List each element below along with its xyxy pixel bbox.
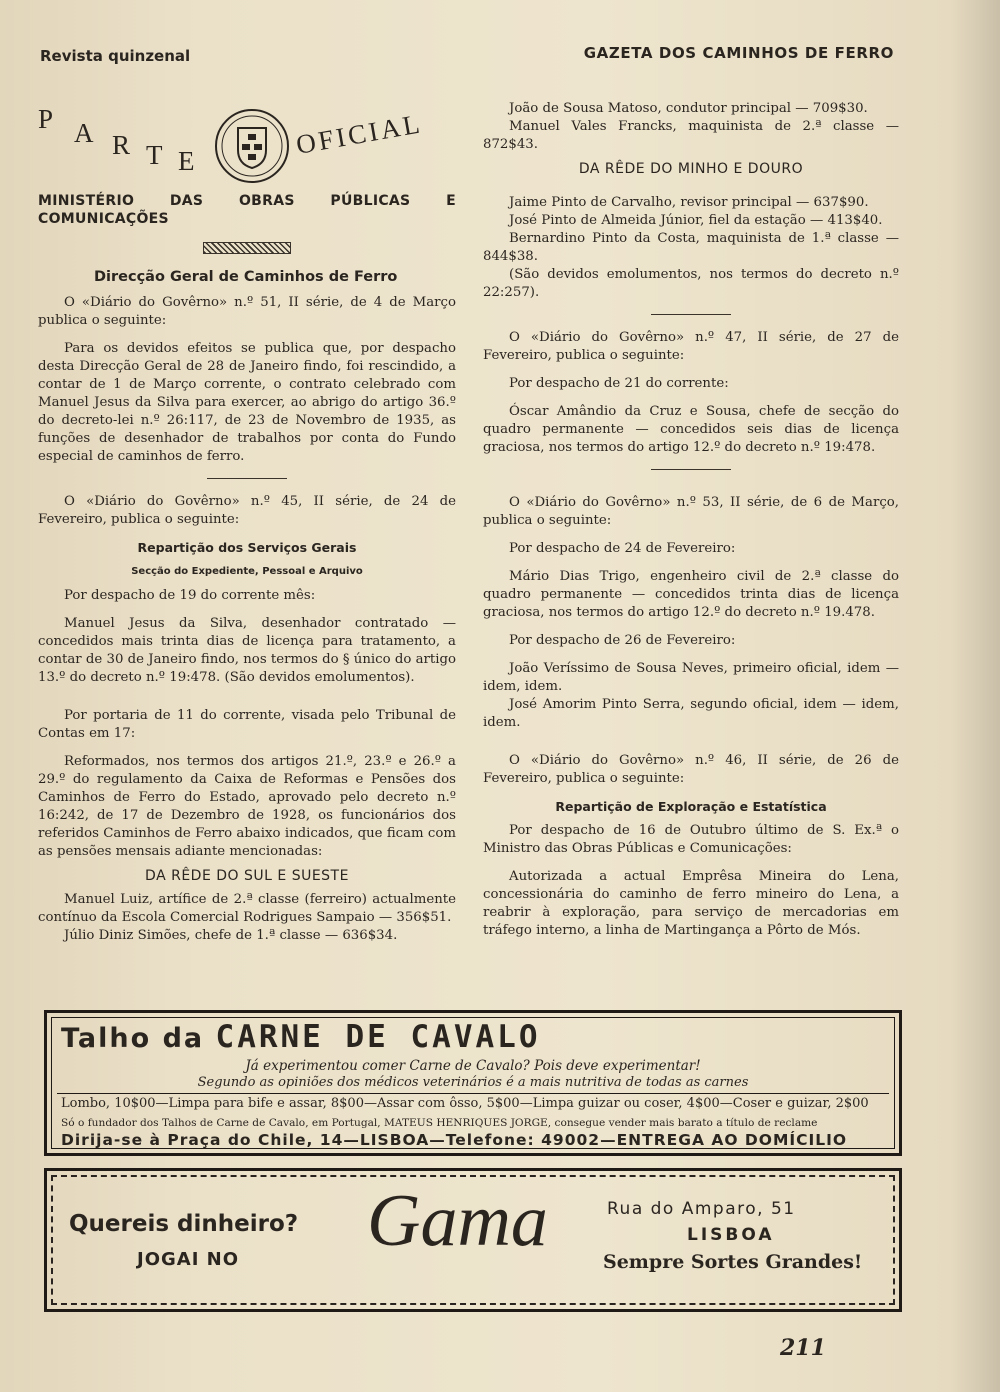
title-word-oficial: OFICIAL [293,108,425,160]
paragraph: José Amorim Pinto Serra, segundo oficial, idem — idem, idem. [483,697,899,730]
section-heading: Repartição de Exploração e Estatística [555,799,827,814]
paragraph: Por despacho de 26 de Fevereiro: [509,633,736,648]
paragraph: Mário Dias Trigo, engenheiro civil de 2.ª classe do quadro permanente — concedidos trinta dias de licença graciosa, nos termos do artigo 12.º do decreto n.º 19.478. [483,569,899,620]
paragraph: Por despacho de 21 do corrente: [509,376,729,391]
pension-entry: Manuel Luiz, artífice de 2.ª classe (ferreiro) actualmente contínuo da Escola Comercial Rodrigues Sampaio — 356$51. [38,892,456,925]
advertisement-horse-meat [44,1010,902,1156]
advertisement-gama [44,1168,902,1312]
paragraph: Por despacho de 24 de Fevereiro: [509,541,736,556]
ad-tagline: Já experimentou comer Carne de Cavalo? Pois deve experimentar! [245,1058,701,1074]
paragraph: Autorizada a actual Emprêsa Mineira do Lena, concessionária do caminho de ferro mineiro do Lena, a reabrir à exploração, para serviço de mercadorias em tráfego interno, a linha de Martingança a Pôrto de Mós. [483,869,899,938]
paragraph: Por despacho de 16 de Outubro último de S. Ex.ª o Ministro das Obras Públicas e Comunicações: [483,823,899,856]
page-number: 211 [780,1335,826,1361]
title-letter: A [74,118,96,148]
section-heading: Repartição dos Serviços Gerais [137,540,357,555]
ad-city: LISBOA [687,1225,775,1245]
gama-logo: Gama [367,1180,548,1262]
paragraph: Por portaria de 11 do corrente, visada pelo Tribunal de Contas em 17: [38,708,456,741]
left-column [38,100,456,945]
pension-entry: João de Sousa Matoso, condutor principal — 709$30. [509,101,868,116]
title-letter: P [38,104,56,134]
pension-entry: Manuel Vales Francks, maquinista de 2.ª classe — 872$43. [483,119,899,152]
pension-entry: Jaime Pinto de Carvalho, revisor principal — 637$90. [509,195,869,210]
ministry-heading: MINISTÉRIO DAS OBRAS PÚBLICAS E COMUNICAÇÕES [38,193,456,227]
pension-entry: José Pinto de Almeida Júnior, fiel da estação — 413$40. [509,213,883,228]
ad-slogan: Sempre Sortes Grandes! [603,1251,863,1273]
running-header-right: GAZETA DOS CAMINHOS DE FERRO [583,44,894,62]
paragraph: O «Diário do Govêrno» n.º 51, II série, de 4 de Março publica o seguinte: [38,295,456,328]
paragraph: O «Diário do Govêrno» n.º 47, II série, de 27 de Fevereiro, publica o seguinte: [483,330,899,363]
ad-prices: Lombo, 10$00—Limpa para bife e assar, 8$00—Assar com ôsso, 5$00—Limpa guizar ou coser, 4$00—Coser e guizar, 2$00 [61,1096,869,1111]
running-header-left: Revista quinzenal [40,47,191,65]
pension-entry: Bernardino Pinto da Costa, maquinista de 1.ª classe — 844$38. [483,231,899,264]
network-heading: DA RÊDE DO MINHO E DOURO [578,161,804,177]
ad-tagline: Segundo as opiniões dos médicos veterinários é a mais nutritiva de todas as carnes [197,1075,749,1090]
ornament-divider [203,242,291,254]
paragraph: O «Diário do Govêrno» n.º 45, II série, de 24 de Fevereiro, publica o seguinte: [38,494,456,527]
pension-entry: Júlio Diniz Simões, chefe de 1.ª classe — 636$34. [64,928,398,943]
paragraph: Manuel Jesus da Silva, desenhador contratado — concedidos mais trinta dias de licença para tratamento, a contar de 30 de Janeiro findo, nos termos do § único do artigo 13.º do decreto n.º 19:478. (São devidos emolumentos). [38,616,456,685]
ad-note: Só o fundador dos Talhos de Carne de Cavalo, em Portugal, MATEUS HENRIQUES JORGE, consegue vender mais barato a título de reclame [61,1117,818,1129]
ad-cta: JOGAI NO [137,1249,240,1270]
paragraph: Óscar Amândio da Cruz e Sousa, chefe de secção do quadro permanente — concedidos seis dias de licença graciosa, nos termos do artigo 12.º do decreto n.º 19:478. [483,404,899,455]
ad-title: Talho da CARNE DE CAVALO [61,1019,541,1055]
paragraph: Para os devidos efeitos se publica que, por despacho desta Direcção Geral de 28 de Janeiro findo, foi rescindido, a contar de 1 de Março corrente, o contrato celebrado com Manuel Jesus da Silva para exercer, ao abrigo do artigo 36.º do decreto-lei n.º 26:117, de 23 de Novembro de 1935, as funções de desenhador de trabalhos por conta do Fundo especial de caminhos de ferro. [38,341,456,464]
divider [651,314,731,315]
directorate-heading: Direcção Geral de Caminhos de Ferro [94,269,398,285]
paragraph: Por despacho de 19 do corrente mês: [64,588,316,603]
coat-of-arms-icon [208,104,296,188]
paragraph: Reformados, nos termos dos artigos 21.º, 23.º e 26.º a 29.º do regulamento da Caixa de Reformas e Pensões dos Caminhos de Ferro do Estado, aprovado pelo decreto n.º 16:242, de 17 de Dezembro de 1928, os funcionários dos referidos Caminhos de Ferro abaixo indicados, que ficam com as pensões mensais adiante mencionadas: [38,754,456,859]
right-column [483,100,899,940]
divider [207,478,287,479]
paragraph: O «Diário do Govêrno» n.º 53, II série, de 6 de Março, publica o seguinte: [483,495,899,528]
parte-oficial-title [38,100,456,192]
paragraph: (São devidos emolumentos, nos termos do decreto n.º 22:257). [483,267,899,300]
network-heading: DA RÊDE DO SUL E SUESTE [145,868,349,884]
divider [651,469,731,470]
title-letter: E [178,146,197,176]
paragraph: João Veríssimo de Sousa Neves, primeiro oficial, idem — idem, idem. [483,661,899,694]
paragraph: O «Diário do Govêrno» n.º 46, II série, de 26 de Fevereiro, publica o seguinte: [483,753,899,786]
ad-address: Dirija-se à Praça do Chile, 14—LISBOA—Telefone: 49002—ENTREGA AO DOMÍCILIO [61,1131,848,1149]
ad-street: Rua do Amparo, 51 [607,1199,796,1219]
ad-question: Quereis dinheiro? [69,1211,299,1237]
title-letter: T [146,140,165,170]
subsection-heading: Secção do Expediente, Pessoal e Arquivo [131,566,363,577]
title-letter: R [112,130,133,160]
